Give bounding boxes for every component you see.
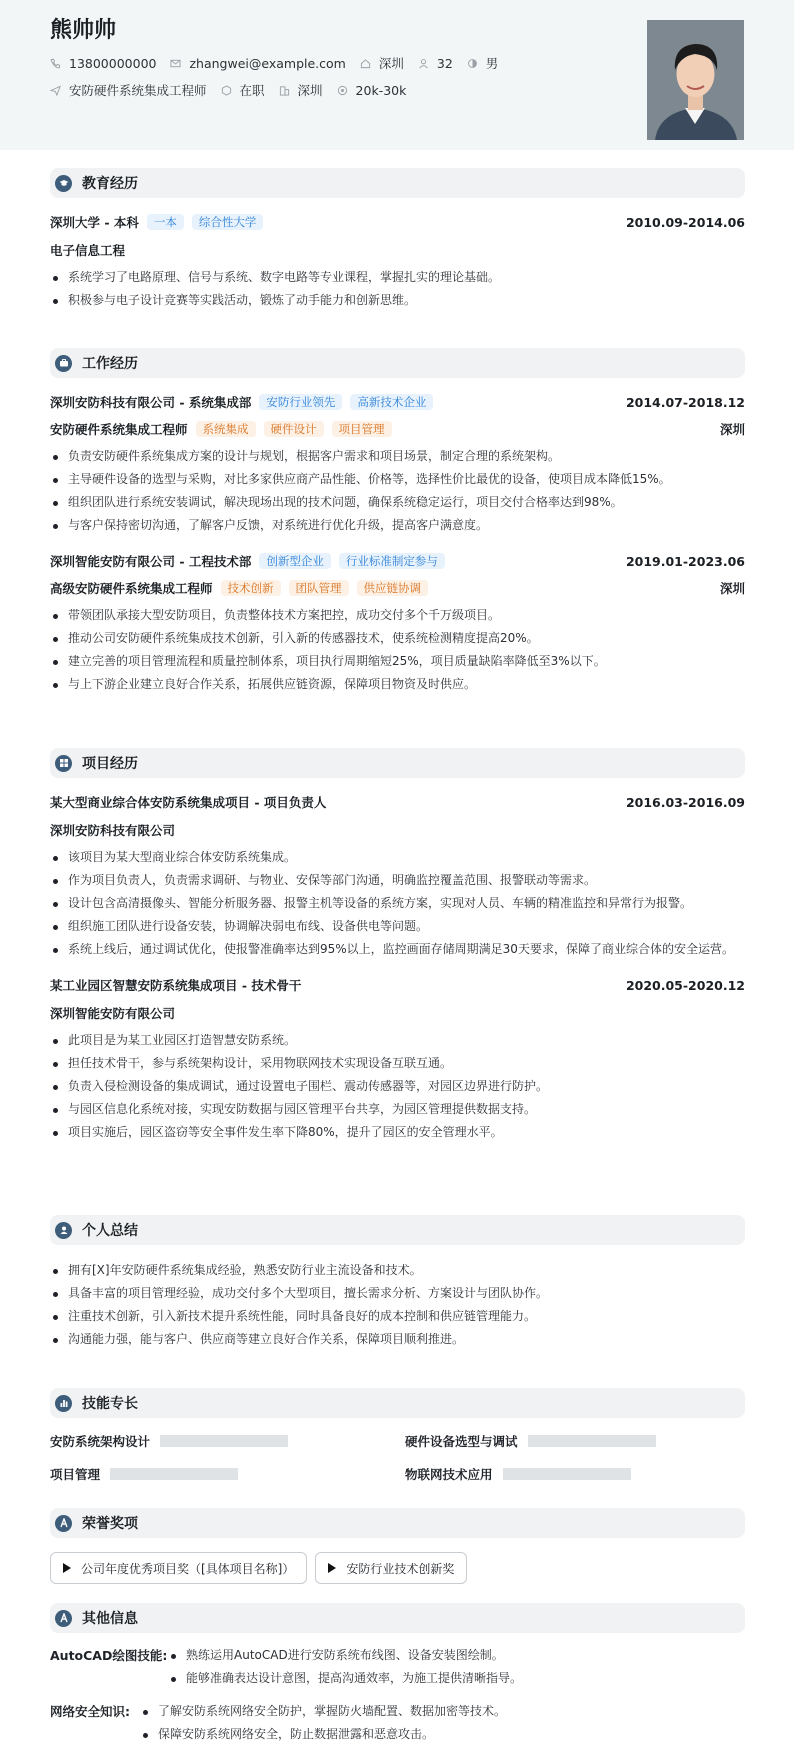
list-item: 与园区信息化系统对接，实现安防数据与园区管理平台共享，为园区管理提供数据支持。 — [50, 1098, 745, 1121]
list-item: 负责入侵检测设备的集成调试，通过设置电子围栏、震动传感器等，对园区边界进行防护。 — [50, 1075, 745, 1098]
list-item: 组织团队进行系统安装调试，解决现场出现的技术问题，确保系统稳定运行，项目交付合格率达到98%。 — [50, 491, 745, 514]
list-item: 能够准确表达设计意图，提高沟通效率，为施工提供清晰指导。 — [168, 1667, 522, 1690]
skill-item — [405, 1464, 745, 1484]
awards-list — [50, 1552, 745, 1584]
projects-header — [50, 748, 745, 778]
project-date: 2016.03-2016.09 — [625, 794, 745, 810]
skill-bar — [528, 1435, 656, 1447]
job-tag: 系统集成 — [196, 421, 256, 437]
major-name: 电子信息工程 — [50, 243, 126, 258]
list-item: 此项目是为某工业园区打造智慧安防系统。 — [50, 1029, 745, 1052]
list-item: 建立完善的项目管理流程和质量控制体系，项目执行周期缩短25%，项目质量缺陷率降低至3%以下。 — [50, 650, 745, 673]
section-title: 教育经历 — [82, 176, 138, 192]
skill-bar — [160, 1435, 288, 1447]
job-tag: 供应链协调 — [357, 580, 429, 596]
person-icon — [418, 58, 429, 69]
other-label: AutoCAD绘图技能: — [50, 1648, 168, 1663]
project-company-row — [50, 820, 745, 840]
award-letter-icon — [55, 1515, 72, 1532]
section-title: 工作经历 — [82, 356, 138, 372]
email-text: zhangwei@example.com — [189, 55, 346, 71]
major-row — [50, 240, 745, 260]
skill-name: 项目管理 — [50, 1467, 101, 1482]
award-item — [315, 1552, 467, 1584]
other-bullets — [168, 1644, 522, 1690]
job-company-row — [50, 551, 745, 571]
email-item — [170, 56, 345, 71]
list-item: 推动公司安防硬件系统集成技术创新，引入新的传感器技术，使系统检测精度提高20%。 — [50, 627, 745, 650]
projects-section — [50, 748, 745, 1144]
avatar-photo — [647, 20, 744, 140]
section-title: 技能专长 — [82, 1396, 138, 1412]
job-bullets — [50, 445, 745, 537]
job-location: 深圳 — [719, 581, 745, 596]
awards-header — [50, 1508, 745, 1538]
skills-grid — [50, 1431, 745, 1484]
award-item — [50, 1552, 307, 1584]
company-tag: 创新型企业 — [259, 553, 331, 569]
target-role-item — [50, 81, 207, 99]
status-item — [221, 81, 265, 99]
list-item: 与上下游企业建立良好合作关系，拓展供应链资源，保障项目物资及时供应。 — [50, 673, 745, 696]
job-tag: 团队管理 — [289, 580, 349, 596]
briefcase-icon — [55, 355, 72, 372]
list-item: 负责安防硬件系统集成方案的设计与规划，根据客户需求和项目场景，制定合理的系统架构。 — [50, 445, 745, 468]
work-section — [50, 348, 745, 696]
school-tag: 综合性大学 — [192, 214, 264, 230]
list-item: 熟练运用AutoCAD进行安防系统布线图、设备安装图绘制。 — [168, 1644, 522, 1667]
resume-header — [0, 0, 794, 150]
skill-item — [50, 1431, 405, 1451]
list-item: 组织施工团队进行设备安装，协调解决弱电布线、设备供电等问题。 — [50, 915, 745, 938]
age-text: 32 — [436, 55, 453, 71]
gender-icon — [467, 58, 478, 69]
skills-section — [50, 1388, 745, 1484]
info-letter-icon — [55, 1610, 72, 1627]
company-tag: 行业标准制定参与 — [339, 553, 445, 569]
job-bullets — [50, 604, 745, 696]
job-tag: 硬件设计 — [264, 421, 324, 437]
company-tag: 高新技术企业 — [350, 394, 433, 410]
skill-item — [405, 1431, 745, 1451]
job-tag: 项目管理 — [332, 421, 392, 437]
user-icon — [55, 1222, 72, 1239]
list-item: 积极参与电子设计竞赛等实践活动，锻炼了动手能力和创新思维。 — [50, 289, 745, 312]
other-item — [50, 1700, 745, 1746]
job-title-row — [50, 419, 745, 439]
other-header — [50, 1603, 745, 1633]
list-item: 保障安防系统网络安全，防止数据泄露和恶意攻击。 — [140, 1723, 506, 1746]
project-company: 深圳安防科技有限公司 — [50, 823, 176, 838]
education-row — [50, 212, 745, 232]
phone-text: 13800000000 — [69, 55, 157, 71]
send-icon — [50, 85, 61, 96]
list-item: 具备丰富的项目管理经验，成功交付多个大型项目，擅长需求分析、方案设计与团队协作。 — [50, 1282, 745, 1305]
grid-icon — [55, 755, 72, 772]
project-company-row — [50, 1003, 745, 1023]
city-text: 深圳 — [378, 56, 404, 71]
list-item: 系统上线后，通过调试优化，使报警准确率达到95%以上，监控画面存储周期满足30天要求，保障了商业综合体的安全运营。 — [50, 938, 745, 961]
school-tag: 一本 — [147, 214, 184, 230]
gender-item — [467, 54, 499, 72]
award-label: 安防行业技术创新奖 — [346, 1561, 455, 1576]
awards-section — [50, 1508, 745, 1584]
job-date: 2014.07-2018.12 — [625, 394, 745, 410]
job-tag: 技术创新 — [221, 580, 281, 596]
mail-icon — [170, 58, 181, 69]
education-section — [50, 168, 745, 312]
project-company: 深圳智能安防有限公司 — [50, 1006, 176, 1021]
list-item: 与客户保持密切沟通，了解客户反馈，对系统进行优化升级，提高客户满意度。 — [50, 514, 745, 537]
list-item: 系统学习了电路原理、信号与系统、数字电路等专业课程，掌握扎实的理论基础。 — [50, 266, 745, 289]
list-item: 带领团队承接大型安防项目，负责整体技术方案把控，成功交付多个千万级项目。 — [50, 604, 745, 627]
project-date: 2020.05-2020.12 — [625, 977, 745, 993]
school-name: 深圳大学 - 本科 — [50, 215, 139, 230]
work-header — [50, 348, 745, 378]
company-name: 深圳智能安防有限公司 - 工程技术部 — [50, 554, 252, 569]
project-row — [50, 792, 745, 812]
target-city-text: 深圳 — [297, 83, 323, 98]
list-item: 担任技术骨干，参与系统架构设计，采用物联网技术实现设备互联互通。 — [50, 1052, 745, 1075]
project-name: 某工业园区智慧安防系统集成项目 - 技术骨干 — [50, 978, 302, 993]
skill-name: 硬件设备选型与调试 — [405, 1434, 518, 1449]
job-title: 安防硬件系统集成工程师 — [50, 422, 188, 437]
city-item — [360, 54, 404, 72]
job-date: 2019.01-2023.06 — [625, 553, 745, 569]
phone-icon — [50, 58, 61, 69]
section-title: 个人总结 — [82, 1223, 138, 1239]
job-title-row — [50, 578, 745, 598]
skill-bar — [503, 1468, 631, 1480]
section-title: 其他信息 — [82, 1611, 138, 1627]
list-item: 设计包含高清摄像头、智能分析服务器、报警主机等设备的系统方案，实现对人员、车辆的精准监控和异常行为报警。 — [50, 892, 745, 915]
other-section — [50, 1603, 745, 1746]
list-item: 项目实施后，园区盗窃等安全事件发生率下降80%，提升了园区的安全管理水平。 — [50, 1121, 745, 1144]
education-date: 2010.09-2014.06 — [625, 214, 745, 230]
project-bullets — [50, 1029, 745, 1144]
job-company-row — [50, 392, 745, 412]
play-icon — [328, 1563, 336, 1573]
skill-item — [50, 1464, 405, 1484]
graduation-cap-icon — [55, 175, 72, 192]
play-icon — [63, 1563, 71, 1573]
status-icon — [221, 85, 232, 96]
award-label: 公司年度优秀项目奖（[具体项目名称]） — [81, 1561, 295, 1576]
list-item: 注重技术创新，引入新技术提升系统性能，同时具备良好的成本控制和供应链管理能力。 — [50, 1305, 745, 1328]
candidate-name: 熊帅帅 — [50, 18, 117, 43]
skill-name: 安防系统架构设计 — [50, 1434, 151, 1449]
salary-text: 20k-30k — [355, 82, 407, 98]
section-title: 荣誉奖项 — [82, 1516, 138, 1532]
company-name: 深圳安防科技有限公司 - 系统集成部 — [50, 395, 252, 410]
job-title: 高级安防硬件系统集成工程师 — [50, 581, 213, 596]
project-bullets — [50, 846, 745, 961]
home-icon — [360, 58, 371, 69]
skills-header — [50, 1388, 745, 1418]
job-location: 深圳 — [719, 422, 745, 437]
salary-item — [337, 83, 407, 98]
phone-item — [50, 56, 156, 71]
section-title: 项目经历 — [82, 756, 138, 772]
other-item — [50, 1644, 745, 1690]
list-item: 作为项目负责人，负责需求调研、与物业、安保等部门沟通，明确监控覆盖范围、报警联动等需求。 — [50, 869, 745, 892]
building-icon — [279, 85, 290, 96]
summary-section — [50, 1215, 745, 1351]
status-text: 在职 — [239, 83, 265, 98]
project-row — [50, 975, 745, 995]
summary-header — [50, 1215, 745, 1245]
target-city-item — [279, 81, 323, 99]
coin-icon — [337, 85, 348, 96]
list-item: 拥有[X]年安防硬件系统集成经验，熟悉安防行业主流设备和技术。 — [50, 1259, 745, 1282]
age-item — [418, 56, 453, 71]
education-header — [50, 168, 745, 198]
project-name: 某大型商业综合体安防系统集成项目 - 项目负责人 — [50, 795, 327, 810]
education-bullets — [50, 266, 745, 312]
target-role-text: 安防硬件系统集成工程师 — [69, 83, 207, 98]
list-item: 主导硬件设备的选型与采购，对比多家供应商产品性能、价格等，选择性价比最优的设备，使项目成本降低15%。 — [50, 468, 745, 491]
skill-name: 物联网技术应用 — [405, 1467, 493, 1482]
company-tag: 安防行业领先 — [259, 394, 342, 410]
list-item: 沟通能力强，能与客户、供应商等建立良好合作关系，保障项目顺利推进。 — [50, 1328, 745, 1351]
gender-text: 男 — [485, 56, 499, 71]
list-item: 该项目为某大型商业综合体安防系统集成。 — [50, 846, 745, 869]
list-item: 了解安防系统网络安全防护，掌握防火墙配置、数据加密等技术。 — [140, 1700, 506, 1723]
summary-bullets — [50, 1259, 745, 1351]
other-label: 网络安全知识: — [50, 1704, 130, 1719]
bar-chart-icon — [55, 1395, 72, 1412]
other-bullets — [140, 1700, 506, 1746]
skill-bar — [110, 1468, 238, 1480]
